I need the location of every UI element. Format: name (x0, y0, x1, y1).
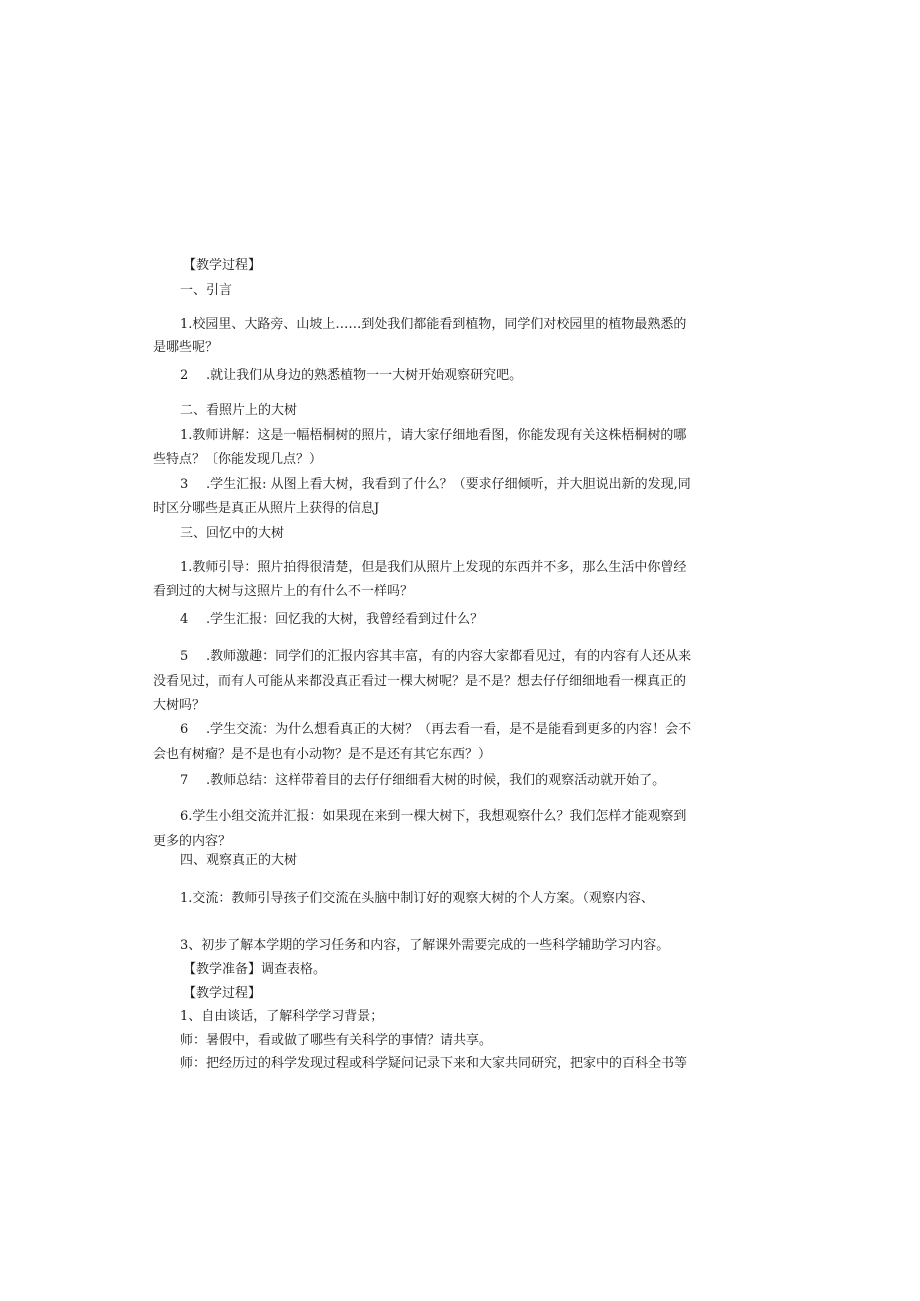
paragraph-line: 1、自由谈话，了解科学学习背景； (180, 1009, 384, 1024)
paragraph-line: 师：暑假中，看或做了哪些有关科学的事情？请共享。 (180, 1033, 493, 1048)
paragraph-line: 1.教师讲解：这是一幅梧桐树的照片，请大家仔细地看图，你能发现有关这株梧桐树的哪 (180, 428, 687, 443)
paragraph-line: 3、初步了解本学期的学习任务和内容，了解课外需要完成的一些科学辅助学习内容。 (180, 938, 670, 953)
item-number: 5 (180, 649, 189, 664)
paragraph-line (180, 722, 691, 738)
paragraph-line: 师：把经历过的科学发现过程或科学疑问记录下来和大家共同研究，把家中的百科全书等 (180, 1056, 688, 1071)
item-number: 7 (180, 773, 189, 788)
paragraph-line: 1.交流：教师引导孩子们交流在头脑中制订好的观察大树的个人方案。（观察内容、 (180, 891, 654, 906)
paragraph-line: 大树吗？ (153, 698, 206, 713)
item-text: .学生汇报: 从图上看大树，我看到了什么？（要求仔细倾听，并大胆说出新的发现,同 (206, 477, 691, 492)
paragraph-line: 1.教师引导：照片拍得很清楚，但是我们从照片上发现的东西并不多，那么生活中你曾经 (180, 560, 687, 575)
item-number: 2 (180, 368, 189, 383)
heading-real-tree: 四、观察真正的大树 (180, 853, 298, 868)
paragraph-line: 6.学生小组交流并汇报：如果现在来到一棵大树下，我想观察什么？我们怎样才能观察到 (180, 809, 687, 824)
item-text: .教师激趣：同学们的汇报内容其丰富，有的内容大家都看见过，有的内容有人还从来 (206, 649, 692, 664)
item-text: .教师总结：这样带着目的去仔仔细细看大树的时候，我们的观察活动就开始了。 (206, 773, 666, 788)
heading-photo-tree: 二、看照片上的大树 (180, 403, 298, 418)
paragraph-line: 1.校园里、大路旁、山坡上……到处我们都能看到植物，同学们对校园里的植物最熟悉的 (180, 317, 687, 332)
paragraph-line (180, 368, 522, 384)
item-text: .就让我们从身边的熟悉植物一一大树开始观察研究吧。 (206, 368, 523, 383)
paragraph-line: 没看见过，而有人可能从来都没真正看过一棵大树呢？是不是？想去仔仔细细地看一棵真正的 (153, 674, 687, 689)
paragraph-line: 些特点？〔你能发现几点？） (153, 452, 323, 467)
item-text: .学生汇报：回忆我的大树，我曾经看到过什么？ (206, 612, 484, 627)
paragraph-line: 会也有树瘤？是不是也有小动物？是不是还有其它东西？） (153, 747, 492, 762)
paragraph-line: 看到过的大树与这照片上的有什么不一样吗？ (153, 584, 414, 599)
paragraph-line (180, 649, 691, 665)
section-heading-teaching-process: 【教学过程】 (183, 258, 262, 273)
paragraph-line: 时区分哪些是真正从照片上获得的信息J (153, 501, 380, 516)
item-text: .学生交流：为什么想看真正的大树？（再去看一看，是不是能看到更多的内容！会不 (206, 722, 692, 737)
paragraph-line: 更多的内容？ (153, 834, 232, 849)
item-number: 6 (180, 722, 189, 737)
paragraph-line (180, 612, 483, 628)
item-number: 3 (180, 477, 189, 492)
paragraph-line: 是哪些呢？ (153, 340, 219, 355)
paragraph-line (180, 773, 665, 789)
section-heading-teaching-prep: 【教学准备】调查表格。 (183, 962, 327, 977)
heading-introduction: 一、引言 (180, 283, 233, 298)
item-number: 4 (180, 612, 189, 627)
heading-memory-tree: 三、回忆中的大树 (180, 526, 285, 541)
paragraph-line (180, 477, 691, 493)
section-heading-teaching-process: 【教学过程】 (183, 986, 262, 1001)
